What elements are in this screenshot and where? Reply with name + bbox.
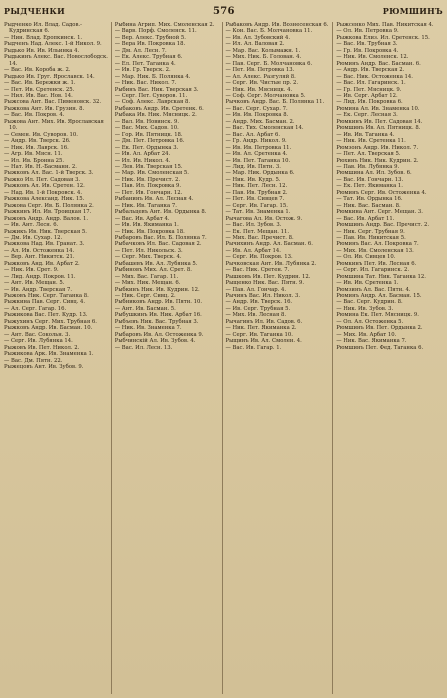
- directory-entry: Рыдченъ Над. Алекс. 1-й Никол. 9.: [4, 41, 102, 48]
- directory-entry: — Мих. Ник. Мещан. 6.: [114, 280, 181, 287]
- directory-entry: Рыбаровъ Вас. Ил. Б. Полянка 7.: [114, 234, 207, 241]
- directory-entry: Рыбаковъ Андр. Ив. Вознесенская 6.: [225, 22, 329, 28]
- directory-entry: — Нил. Ив. Вас. Нов. 14.: [4, 92, 73, 99]
- page-number: 576: [212, 5, 235, 17]
- directory-entry: — Пет. Ил. Никольск. 3.: [114, 247, 183, 254]
- directory-entry: Рыжсова Ант. Вас. Пименовск. 32.: [4, 99, 102, 106]
- directory-entry: Рыжова Ант. Мих. Ив. Ярославская 10.: [4, 118, 104, 132]
- directory-entry: Рыщенко Ник. Вас. Пятн. 9.: [225, 280, 305, 287]
- directory-entry: Рюмкина Ант. Серг. Мещан. 3.: [336, 209, 423, 216]
- directory-entry: — Пав. Ив. Никитская 5.: [336, 234, 406, 241]
- page-header: [4, 0, 443, 22]
- directory-entry: Рюмшинъ Пет. Фед. Таганка 6.: [336, 344, 424, 351]
- directory-entry: — Серг. Ив. Покров. 13.: [225, 254, 293, 261]
- directory-entry: — Ник. Ив. Зубов. 3.: [336, 305, 394, 312]
- directory-entry: — Ник. Ив. Лаврск. 16.: [4, 144, 69, 151]
- directory-entry: Рыжикъ Ив. Ник. Тверская 5.: [4, 228, 87, 235]
- directory-entry: — Ник. Серг. Сивц. 2.: [114, 293, 176, 300]
- directory-entry: — Соф. Алекс. Лаврская 8.: [114, 99, 191, 106]
- directory-entry: — Андр. Ив. Тверская 2.: [336, 67, 405, 74]
- directory-entry: — Дм. Пет. Петровка 16.: [114, 138, 185, 145]
- directory-entry: — Вас. Ил. Лесн. 13.: [114, 344, 173, 351]
- directory-entry: — Ант. Вас. Сокольн. 3.: [4, 331, 71, 338]
- directory-entry: — Тат. Ив. Знаменка 1.: [225, 209, 291, 216]
- directory-entry: — Вас. Ник. Остоженка 14.: [336, 73, 413, 80]
- directory-entry: — Варв. Порф. Смоленск. 11.: [114, 28, 197, 35]
- directory-entry: — Вас. Ив. Трубная 3.: [336, 41, 398, 48]
- directory-entry: Рычихинъ Андр. Ал. Басман. 6.: [225, 241, 313, 248]
- directory-entry: Рюминъ Серг. Ив. Остоженка 4.: [336, 189, 427, 196]
- directory-entry: Рюмшина Тат. Ник. Таганка 12.: [336, 273, 426, 280]
- directory-entry: Рыжкова Александ. Ник. 15.: [4, 196, 85, 203]
- directory-entry: — Ал. Серг. Гагар. 16.: [4, 305, 67, 312]
- directory-entry: — Ив. Ив. Покровка 8.: [225, 112, 289, 119]
- directory-entry: Рыбъевъ Ник. Вас. Трубная 3.: [114, 318, 199, 325]
- directory-entry: — Ив. Ант. Лесн. 6.: [4, 222, 59, 229]
- directory-entry: — Ив. Ал. Арбат 24.: [114, 151, 171, 158]
- directory-entry: — Нин. Влад. Еропкинск. 1.: [4, 34, 83, 41]
- directory-entry: — Ант. Ив. Басман. 5.: [114, 305, 176, 312]
- directory-entry: Рыжова Серг. Ив. Б. Полянка 2.: [4, 202, 94, 209]
- directory-entry: — Над. Ив. 1-й Покровск. 4.: [4, 189, 83, 196]
- directory-entry: Рыжовъ Андр. Андр. Валов. 1.: [4, 215, 89, 222]
- directory-entry: — Лид. Ив. Пятн. 3.: [225, 163, 281, 170]
- directory-entry: — Вас. Ал. Арбат 6.: [225, 131, 281, 138]
- directory-entry: Рыщинъ Ив. Ал. Смолен. 4.: [225, 338, 302, 345]
- directory-entry: — Ел. Пет. Таганка 4.: [114, 60, 176, 67]
- directory-entry: — Ив. Ив. Петровка 11.: [225, 144, 292, 151]
- directory-entry: — Ник. Ив. Сретенка 11.: [336, 138, 406, 145]
- directory-entry: — Мих. Ив. Арбат 10.: [336, 331, 397, 338]
- directory-entry: — Агр. Ив. Мясн. 11.: [4, 151, 63, 158]
- directory-entry: — Ив. Ал. Арбат 14.: [225, 247, 281, 254]
- directory-entry: — Андр. Ив. Тверск. 26.: [4, 138, 71, 145]
- directory-entry: — Серг. Ив. Чистые пр. 2.: [225, 80, 299, 87]
- directory-entry: — Пав. Ив. Трубная 2.: [225, 189, 288, 196]
- directory-entry: — Мих. Вас. Пречист. 8.: [225, 234, 294, 241]
- directory-entry: — Ол. Ал. Остоженка 5.: [336, 318, 404, 325]
- columns: [4, 22, 443, 694]
- directory-entry: Рыжикова Вас. Пет. Кудр. 13.: [4, 312, 88, 319]
- directory-entry: — Ник. Вас. Никол. 7.: [114, 80, 177, 87]
- directory-entry: — Вас. Ив. Короба ж. 2.: [4, 67, 71, 74]
- directory-entry: — Пет. Ив. Петровка 13.: [225, 67, 295, 74]
- directory-entry: — Ив. Ив. Якиманка 1.: [114, 222, 179, 229]
- directory-entry: — Кон. Вас. Б. Молчановка 11.: [225, 28, 313, 35]
- directory-entry: — Гр. Пет. Мясницк. 9.: [336, 86, 402, 93]
- directory-entry: Рыжковъ Анд. Ив. Арбат 2.: [4, 260, 80, 267]
- directory-entry: — Ек. Алекс. Трубная 6.: [114, 54, 183, 61]
- directory-entry: — Ек. Пет. Мещан. 11.: [225, 228, 290, 235]
- directory-entry: Рыдько Ив. Груг. Ярославск. 14.: [4, 73, 95, 80]
- directory-entry: — Ив. Ив. Сретенка 1.: [336, 280, 399, 287]
- directory-entry: — Дм. Ив. Сухар. 12.: [4, 234, 63, 241]
- directory-entry: Рюмшинъ Ив. Ал. Пятницк. 8.: [336, 125, 421, 132]
- directory-entry: — Гр. Ив. Покровка 4.: [336, 47, 399, 54]
- directory-entry: — Вер. Ант. Никитск. 21.: [4, 254, 75, 261]
- directory-entry: — Ник. Ив. Кудр. 5.: [225, 176, 281, 183]
- directory-entry: — Ник. Ив. Знаменка 7.: [114, 325, 182, 332]
- directory-entry: — Вас. Ив. Арбат 4.: [114, 215, 170, 222]
- column-4: [332, 22, 443, 694]
- directory-entry: — Андр. Мих. Басман. 2.: [225, 118, 295, 125]
- directory-entry: Рыбаковъ Андр. Ив. Сретенк. 6.: [114, 105, 204, 112]
- directory-entry: — Ал. Ив. Остоженка 14.: [4, 247, 75, 254]
- directory-entry: — Ник. Пет. Лесн. 12.: [225, 183, 288, 190]
- directory-entry: — Ил. Ал. Валовая 2.: [225, 41, 285, 48]
- directory-entry: — Ек. Серг. Лесная 3.: [336, 112, 398, 119]
- directory-entry: — Ант. Ив. Мещан. 5.: [4, 280, 65, 287]
- directory-entry: Рюминъ Андр. Ал. Басман. 15.: [336, 293, 422, 300]
- column-2: [111, 22, 222, 694]
- directory-entry: — Вас. Ив. Гончарн. 13.: [336, 176, 404, 183]
- directory-entry: Рыбанинъ Ив. Ал. Лесная 4.: [114, 196, 194, 203]
- directory-entry: — Пет. Ив. Сивцев 7.: [225, 196, 285, 203]
- directory-entry: — Вас. Ил. Зубов. 3.: [225, 222, 282, 229]
- directory-entry: Рыжкова Над. Ив. Гранат. 3.: [4, 241, 85, 248]
- directory-entry: — Гор. Ив. Пятницк. 18.: [114, 131, 183, 138]
- directory-entry: Рыжовъ Ник. Серг. Таганка 8.: [4, 293, 89, 300]
- directory-entry: — Мих. Ив. Лесная 8.: [225, 312, 287, 319]
- directory-entry: Рюмзонъ Андр. Ив. Никол. 7.: [336, 144, 419, 151]
- directory-entry: Рыбашевъ Ив. Ал. Лубянка 5.: [114, 260, 198, 267]
- directory-entry: — Мар. Вас. Колымажн. 1.: [225, 47, 301, 54]
- directory-entry: Рыбачковъ Ил. Вас. Садовая 2.: [114, 241, 202, 248]
- directory-entry: — Пав. Серг. Б. Молчановка 6.: [225, 60, 313, 67]
- directory-entry: Рыжкинъ Ил. Ив. Троицкая 17.: [4, 209, 92, 216]
- directory-entry: Рюмшинъ Андр. Вас. Пречист. 2.: [336, 222, 430, 229]
- directory-entry: — Ник. Ив. Мясницк. 4.: [225, 86, 293, 93]
- directory-entry: — Ник. Серг. Трубная 9.: [336, 228, 405, 235]
- directory-entry: — Мих. Ник. Б. Голован. 4.: [225, 54, 302, 61]
- directory-entry: Рыбина Агрип. Мих. Смоленская 2.: [114, 22, 215, 28]
- directory-entry: — Соф. Серг. Молчановка 5.: [225, 92, 306, 99]
- directory-entry: — Ол. Ив. Петровка 9.: [336, 28, 399, 35]
- directory-entry: — Ив. Ив. Таганка 4.: [336, 131, 395, 138]
- directory-entry: Рюмшинъ Ив. Пет. Ордынка 2.: [336, 325, 423, 332]
- directory-entry: Рыжецовъ Ант. Ив. Зубов. 9.: [4, 364, 84, 371]
- directory-entry: — Ник. Ив. Пречист. 2.: [114, 176, 181, 183]
- directory-entry: Рыбинъ Вас. Ник. Тверская 3.: [114, 86, 199, 93]
- directory-entry: — Серг. Пет. Суворов. 11.: [114, 92, 188, 99]
- directory-entry: Рыбушкинъ Ив. Ник. Арбат 16.: [114, 312, 202, 319]
- directory-entry: — Ал. Алекс. Разгуляй 8.: [225, 73, 296, 80]
- directory-entry: Рыжкова Елиз. Ил. Сретенск. 15.: [336, 34, 430, 41]
- directory-entry: — Вас. Тих. Смоленская 14.: [225, 125, 304, 132]
- directory-entry: — Пав. Ал. Гончар. 4.: [225, 286, 287, 293]
- directory-entry: Рюмкинъ Пет. Ив. Лесная 6.: [336, 260, 417, 267]
- directory-entry: — Пав. Ив. Лубянка 9.: [336, 163, 400, 170]
- directory-entry: — Ник. Ив. Смоленск. 12.: [336, 54, 409, 61]
- directory-entry: Рыжкина Пав. Серг. Сивц. 4.: [4, 299, 86, 306]
- directory-entry: — Ив. Серг. Арбат 12.: [336, 92, 398, 99]
- directory-entry: — Вас. Ив. Арбат 11.: [336, 215, 395, 222]
- directory-entry: — Мих. Ив. Смоленская 13.: [336, 247, 414, 254]
- directory-entry: — Вас. Серг. Кудрин. 8.: [336, 299, 403, 306]
- directory-entry: — Пет. Ив. Сретенск. 25.: [4, 86, 75, 93]
- directory-entry: Рыбиновъ Мих. Ал. Срет. 8.: [114, 267, 192, 274]
- directory-entry: — Мар. Ник. Б. Полянка 4.: [114, 73, 191, 80]
- directory-entry: Рыбака Ив. Ник. Мясницк. 2.: [114, 112, 197, 119]
- directory-entry: — Вас. Ив. Бережки ж. 1.: [4, 80, 76, 87]
- directory-entry: — Вас. Ив. Покров. 4.: [4, 112, 65, 119]
- directory-entry: — Вал. Ив. Новинск. 9.: [114, 118, 180, 125]
- directory-entry: Рычагинъ Ил. Ив. Садов. 6.: [225, 318, 303, 325]
- directory-entry: Рыдькинъ Алекс. Вас. Новослободск. 14.: [4, 54, 108, 67]
- column-1: [4, 22, 111, 694]
- directory-entry: — Дм. Ал. Лесн. 7.: [114, 47, 167, 54]
- directory-entry: — Гр. Андр. Никол. 9.: [225, 138, 287, 145]
- directory-entry: Рюмшина Ал. Ил. Зубов. 6.: [336, 170, 412, 177]
- directory-entry: — Лид. Андр. Покров. 11.: [4, 273, 76, 280]
- directory-entry: Рюмкинъ Ив. Пет. Садовая 14.: [336, 118, 423, 125]
- directory-entry: Рыжковъ Ал. Ив. Сретен. 12.: [4, 183, 85, 190]
- directory-entry: Рышковъ Ив. Пет. Кудрин. 12.: [225, 273, 311, 280]
- directory-entry: — Серг. Ив. Таганка 10.: [225, 331, 293, 338]
- directory-entry: Рыдько Ив. Ив. Ильинка 4.: [4, 47, 80, 54]
- directory-entry: Рыжковъ Андр. Ив. Басман. 10.: [4, 325, 93, 332]
- directory-entry: — Ник. Вас. Якиманка 7.: [336, 338, 407, 345]
- directory-entry: Рычинъ Вас. Ил. Никол. 3.: [225, 293, 301, 300]
- directory-entry: — Ив. Ал. Зубовский 4.: [225, 34, 291, 41]
- directory-entry: — Ек. Пет. Якиманка 1.: [336, 183, 403, 190]
- directory-entry: — Вас. Ник. Сретен. 7.: [225, 267, 290, 274]
- directory-entry: Рыбниковъ Андр. Ив. Пятн. 10.: [114, 299, 203, 306]
- directory-entry: Рычковъ Андр. Вас. Б. Полянка 11.: [225, 99, 325, 106]
- column-3: [222, 22, 333, 694]
- directory-entry: — Ол. Ив. Сивцев 10.: [336, 254, 396, 261]
- directory-entry: — Ник. Ив. Таганка 7.: [114, 202, 177, 209]
- directory-entry: Рыжовъ Ив. Пет. Никол. 2.: [4, 344, 80, 351]
- directory-entry: — Семен. Ив. Суворов. 10.: [4, 131, 78, 138]
- directory-entry: Рюминъ Вас. Ал. Покровка 7.: [336, 241, 419, 248]
- directory-entry: — Ив. Гр. Тверск. 2.: [114, 67, 171, 74]
- directory-entry: — Вас. Дм. Пятн. 22.: [4, 357, 63, 364]
- directory-entry: Рыбаровъ Ив. Ал. Остоженка 9.: [114, 331, 204, 338]
- directory-entry: Рычковская Ант. Ив. Лубянка 2.: [225, 260, 317, 267]
- directory-entry: — Мар. Ив. Смоленская 5.: [114, 170, 189, 177]
- directory-entry: Рыжковъ Ал. Вас. 1-й Тверск. 3.: [4, 170, 94, 177]
- directory-entry: — Мих. Вас. Гагар. 11.: [114, 273, 179, 280]
- directory-entry: Рыбкинъ Ник. Ив. Кудрин. 12.: [114, 286, 200, 293]
- directory-entry: — Вас. Ил. Гагаринск. 1.: [336, 80, 406, 87]
- directory-entry: — Вас. Мих. Садов. 10.: [114, 125, 179, 132]
- directory-entry: Рюмина Ал. Ив. Знаменка 10.: [336, 105, 420, 112]
- directory-entry: — Лев. Ив. Тверская 15.: [114, 163, 183, 170]
- directory-entry: Рюминъ Андр. Вас. Басман. 6.: [336, 60, 421, 67]
- directory-entry: Рыдченко Ил. Влад. Садов.-Кудринская 6.: [4, 22, 82, 35]
- directory-entry: — Нат. Ив. Н.-Басманн. 2.: [4, 163, 77, 170]
- directory-entry: — Андр. Ив. Тверск. 16.: [225, 299, 293, 306]
- directory-entry: — Ил. Ив. Бронна 25.: [4, 157, 65, 164]
- directory-entry: Рыжко Ил. Пет. Садовая 3.: [4, 176, 81, 183]
- directory-entry: — Вера Ив. Покровка 18.: [114, 41, 186, 48]
- directory-entry: — Ив. Ал. Сретенка 4.: [225, 151, 288, 158]
- directory-entry: — Пав. Ил. Покровка 9.: [114, 183, 182, 190]
- directory-entry: — Пет. Ал. Тверская 5.: [336, 151, 401, 158]
- directory-entry: — Серг. Мих. Тверск. 4.: [114, 254, 182, 261]
- directory-entry: Рыжсенко Мих. Пав. Никитская 4.: [336, 22, 434, 28]
- directory-entry: Рыжкова Ант. Ив. Грузин. 8.: [4, 105, 85, 112]
- directory-entry: — Ил. Ив. Никол. 4.: [114, 157, 171, 164]
- directory-entry: — Лид. Ив. Покровка 6.: [336, 99, 403, 106]
- directory-entry: — Ив. Серг. Трубная 5.: [225, 305, 291, 312]
- directory-entry: Рыжикова Арк. Ив. Знаменка 1.: [4, 351, 94, 358]
- directory-entry: — Ник. Ив. Срет. 9.: [4, 267, 59, 274]
- directory-entry: Рыжухинъ Серг. Мих. Трубная 6.: [4, 318, 97, 325]
- directory-entry: Рыбальцевъ Ант. Ив. Ордынка 8.: [114, 209, 207, 216]
- directory-entry: — Серг. Ив. Лубянка 14.: [4, 338, 73, 345]
- directory-entry: — Тат. Ив. Ордынка 16.: [336, 196, 403, 203]
- directory-entry: Рюмина Ек. Пет. Мясницк. 9.: [336, 312, 419, 319]
- directory-entry: — Ник. Вас. Басман. 8.: [336, 202, 401, 209]
- directory-entry: — Пет. Ив. Гончарн. 12.: [114, 189, 183, 196]
- directory-entry: Рыбчинскій Ал. Ив. Зубов. 4.: [114, 338, 196, 345]
- directory-entry: — Вас. Ив. Гагар. 1.: [225, 344, 282, 351]
- running-head-left: РЫДЧЕНКИ: [4, 6, 65, 16]
- directory-entry: — Ник. Пет. Якиманка 2.: [225, 325, 297, 332]
- directory-entry: — Вас. Серг. Сухар. 7.: [225, 105, 288, 112]
- running-head-right: РЮМШИНЪ: [382, 6, 443, 16]
- directory-entry: — Ек. Пет. Ордынка 3.: [114, 144, 179, 151]
- directory-entry: — Ив. Андр. Тверская 7.: [4, 286, 73, 293]
- directory-entry: Рюхинъ Ник. Ник. Кудрин. 2.: [336, 157, 419, 164]
- directory-entry: — Ив. Пет. Таганка 10.: [225, 157, 291, 164]
- directory-entry: — Ник. Ив. Покровка 18.: [114, 228, 185, 235]
- directory-entry: — Серг. Ил. Гагаринск. 2.: [336, 267, 410, 274]
- directory-entry: Рюмзинъ Ал. Вас. Пятн. 4.: [336, 286, 411, 293]
- directory-entry: — Серг. Ив. Гагар. 15.: [225, 202, 288, 209]
- directory-entry: Рычагова Ал. Ив. Остож. 9.: [225, 215, 303, 222]
- directory-entry: — Вер. Алекс. Трубной 5.: [114, 34, 186, 41]
- directory-entry: — Мар. Ник. Ордынка 6.: [225, 170, 295, 177]
